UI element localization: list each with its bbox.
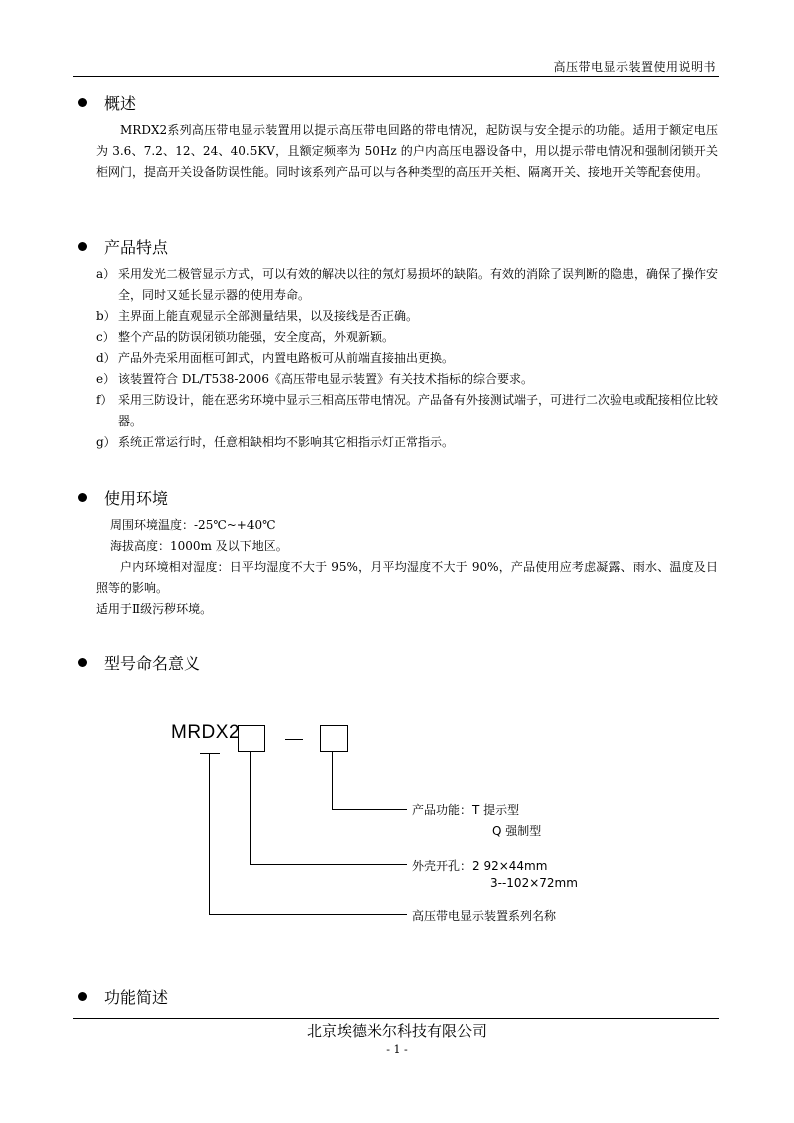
name-connector-vertical (209, 753, 210, 914)
section-title: 产品特点 (104, 238, 169, 257)
size-3: 3--102×72mm (490, 876, 578, 890)
header-rule (73, 76, 719, 77)
list-text: 采用发光二极管显示方式，可以有效的解决以往的氖灯易损坏的缺陷。有效的消除了误判断的隐患，确保了操作安全，同时又延长显示器的使用寿命。 (118, 267, 719, 302)
list-marker: c） (96, 330, 115, 344)
footer-rule (73, 1018, 719, 1019)
model-prefix: MRDX2 (171, 722, 241, 743)
footer-company: 北京埃德米尔科技有限公司 (306, 1022, 487, 1040)
list-marker: g） (96, 435, 116, 449)
section-environment-heading (78, 486, 168, 509)
temperature-line: 周围环境温度：-25℃~+40℃ (110, 518, 276, 532)
prefix-underline (200, 753, 220, 754)
list-text: 系统正常运行时，任意相缺相均不影响其它相指示灯正常指示。 (118, 435, 455, 449)
function-code-box (320, 725, 348, 752)
section-title: 功能简述 (104, 988, 169, 1007)
list-item (96, 264, 718, 306)
list-item (96, 432, 718, 453)
section-overview-heading (78, 91, 136, 114)
section-features-heading (78, 235, 168, 258)
list-text: 采用三防设计，能在恶劣环境中显示三相高压带电情况。产品备有外接测试端子，可进行二次验电或配接相位比较器。 (118, 393, 719, 428)
bullet-icon (78, 493, 87, 502)
pollution-line: 适用于Ⅱ级污秽环境。 (96, 602, 213, 616)
list-item (96, 327, 718, 348)
list-marker: e） (96, 372, 116, 386)
list-item (96, 306, 718, 327)
list-item (96, 348, 718, 369)
list-marker: a） (96, 267, 116, 281)
list-text: 主界面上能直观显示全部测量结果，以及接线是否正确。 (118, 309, 419, 323)
list-text: 产品外壳采用面框可卸式，内置电路板可从前端直接抽出更换。 (118, 351, 455, 365)
list-text: 整个产品的防误闭锁功能强，安全度高，外观新颖。 (118, 330, 395, 344)
list-text: 该装置符合 DL/T538-2006《高压带电显示装置》有关技术指标的综合要求。 (118, 372, 533, 386)
size-label: 外壳开孔：2 92×44mm (412, 859, 548, 873)
function-q: Q 强制型 (492, 824, 542, 838)
name-connector-horizontal (209, 914, 407, 915)
altitude-line: 海拔高度：1000m 及以下地区。 (110, 539, 288, 553)
humidity-line: 户内环境相对湿度：日平均湿度不大于 95%，月平均湿度不大于 90%，产品使用应考虑凝露、雨水、温度及日照等的影响。 (96, 560, 718, 595)
bullet-icon (78, 992, 87, 1001)
header-title: 高压带电显示装置使用说明书 (553, 60, 716, 74)
list-marker: f） (96, 393, 113, 407)
list-item (96, 369, 718, 390)
series-name-label: 高压带电显示装置系列名称 (412, 909, 557, 923)
bullet-icon (78, 658, 87, 667)
section-title: 使用环境 (104, 489, 169, 508)
page-number: - 1 - (386, 1043, 408, 1056)
size-connector-vertical (250, 751, 251, 864)
section-title: 概述 (104, 94, 137, 113)
overview-paragraph: MRDX2系列高压带电显示装置用以提示高压带电回路的带电情况，起防误与安全提示的功能。适用于额定电压为 3.6、7.2、12、24、40.5KV，且额定频率为 50Hz 的户内高压电器设备中，用以提示带电情况和强制闭锁开关柜网门，提高开关设备防误性能。同时该系列产品可以与各种类型的高压开关柜、隔离开关、接地开关等配套使用。 (96, 123, 718, 179)
list-marker: d） (96, 351, 116, 365)
section-function-heading (78, 985, 168, 1008)
section-title: 型号命名意义 (104, 654, 201, 673)
model-dash (285, 739, 303, 740)
function-label: 产品功能：T 提示型 (412, 803, 520, 817)
bullet-icon (78, 98, 87, 107)
environment-block (96, 515, 718, 620)
function-connector-vertical (332, 751, 333, 809)
list-marker: b） (96, 309, 116, 323)
size-connector-horizontal (250, 864, 407, 865)
bullet-icon (78, 242, 87, 251)
features-list (96, 264, 718, 453)
function-connector-horizontal (332, 809, 407, 810)
size-code-box (238, 725, 265, 752)
list-item (96, 390, 718, 432)
section-model-heading (78, 651, 200, 674)
